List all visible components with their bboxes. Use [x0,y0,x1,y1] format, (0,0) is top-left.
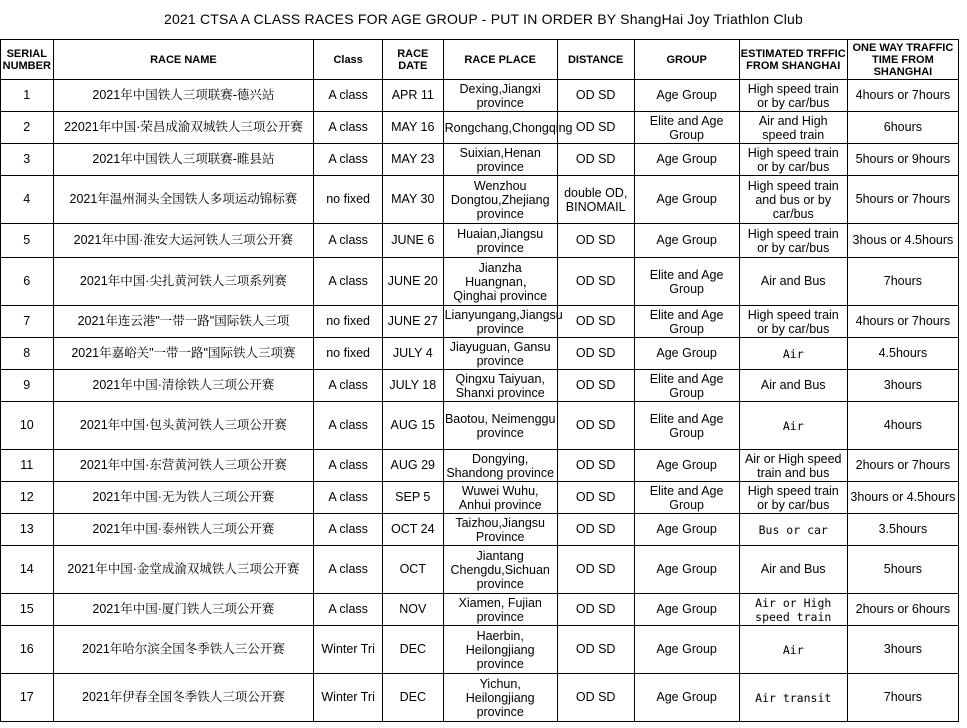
race-date: DEC [382,674,443,722]
table-row [1,144,959,176]
race-class: A class [314,514,383,546]
race-group: Age Group [634,674,739,722]
race-place: Dexing,Jiangxi province [443,80,557,112]
race-distance: OD SD [557,626,634,674]
table-row [1,338,959,370]
table-row [1,626,959,674]
race-travel-time: 3hours [847,626,958,674]
race-place: Jianzha Huangnan，Qinghai province [443,258,557,306]
header-serial-number: SERIAL NUMBER [1,40,54,80]
race-travel-time: 3hous or 4.5hours [847,224,958,258]
race-date: AUG 15 [382,402,443,450]
race-date: DEC [382,626,443,674]
race-distance: OD SD [557,482,634,514]
race-traffic: Air and Bus [739,258,847,306]
race-class: A class [314,402,383,450]
race-travel-time: 3hours or 4.5hours [847,482,958,514]
race-group: Elite and Age Group [634,370,739,402]
race-class: Winter Tri [314,626,383,674]
race-name: 2021年嘉峪关"一带一路"国际铁人三项赛 [53,338,314,370]
race-date: MAY 30 [382,176,443,224]
header-distance: DISTANCE [557,40,634,80]
race-travel-time: 2hours or 6hours [847,594,958,626]
race-place: Dongying, Shandong province [443,450,557,482]
race-traffic: Air or High speed train [739,594,847,626]
race-class: A class [314,546,383,594]
race-traffic: Air and High speed train [739,112,847,144]
race-group: Age Group [634,224,739,258]
race-group: Age Group [634,144,739,176]
race-name: 2021年中国·无为铁人三项公开赛 [53,482,314,514]
race-place: Jiantang Chengdu,Sichuan province [443,546,557,594]
serial-number: 2 [1,112,54,144]
race-group: Elite and Age Group [634,482,739,514]
race-group: Elite and Age Group [634,306,739,338]
race-name: 2021年中国·泰州铁人三项公开赛 [53,514,314,546]
serial-number: 14 [1,546,54,594]
race-travel-time: 6hours [847,112,958,144]
race-date: JUNE 6 [382,224,443,258]
serial-number: 1 [1,80,54,112]
race-distance: OD SD [557,402,634,450]
race-name: 2021年中国·清徐铁人三项公开赛 [53,370,314,402]
race-name: 22021年中国·荣昌成渝双城铁人三项公开赛 [53,112,314,144]
table-row [1,594,959,626]
header-race-date: RACE DATE [382,40,443,80]
race-travel-time: 5hours [847,546,958,594]
table-row [1,80,959,112]
race-distance: OD SD [557,370,634,402]
serial-number: 9 [1,370,54,402]
race-travel-time: 3hours [847,370,958,402]
race-date: NOV [382,594,443,626]
race-distance: OD SD [557,594,634,626]
race-distance: OD SD [557,306,634,338]
race-class: A class [314,112,383,144]
race-group: Age Group [634,514,739,546]
table-row [1,450,959,482]
race-date: JUNE 27 [382,306,443,338]
race-name: 2021年中国·尖扎黄河铁人三项系列赛 [53,258,314,306]
serial-number: 7 [1,306,54,338]
race-traffic: High speed train or by car/bus [739,482,847,514]
race-traffic: High speed train or by car/bus [739,80,847,112]
table-row [1,514,959,546]
race-date: AUG 29 [382,450,443,482]
race-name: 2021年中国·金堂成渝双城铁人三项公开赛 [53,546,314,594]
sheet-title: 2021 CTSA A CLASS RACES FOR AGE GROUP - PUT IN ORDER BY ShangHai Joy Triathlon Club [163,11,804,27]
header-race-name: RACE NAME [53,40,314,80]
race-group: Age Group [634,176,739,224]
race-name: 2021年连云港"一带一路"国际铁人三项 [53,306,314,338]
race-place: Wenzhou Dongtou,Zhejiang province [443,176,557,224]
race-distance: OD SD [557,112,634,144]
race-place: Huaian,Jiangsu province [443,224,557,258]
race-traffic: Air or High speed train and bus [739,450,847,482]
table-row [1,306,959,338]
race-travel-time: 5hours or 9hours [847,144,958,176]
serial-number: 12 [1,482,54,514]
race-date: MAY 23 [382,144,443,176]
race-traffic: Air [739,338,847,370]
race-place: Yichun, Heilongjiang province [443,674,557,722]
race-place: Xiamen, Fujian province [443,594,557,626]
race-class: A class [314,450,383,482]
race-distance: OD SD [557,674,634,722]
serial-number: 3 [1,144,54,176]
header-one-way-time: ONE WAY TRAFFIC TIME FROM SHANGHAI [847,40,958,80]
race-traffic: High speed train or by car/bus [739,306,847,338]
serial-number: 11 [1,450,54,482]
race-name: 2021年中国·东营黄河铁人三项公开赛 [53,450,314,482]
race-place: Baotou, Neimenggu province [443,402,557,450]
race-place: Taizhou,Jiangsu Province [443,514,557,546]
race-traffic: Bus or car [739,514,847,546]
race-travel-time: 2hours or 7hours [847,450,958,482]
race-name: 2021年中国·淮安大运河铁人三项公开赛 [53,224,314,258]
race-class: A class [314,258,383,306]
race-travel-time: 7hours [847,674,958,722]
race-travel-time: 7hours [847,258,958,306]
race-name: 2021年温州洞头全国铁人多项运动锦标赛 [53,176,314,224]
race-group: Age Group [634,80,739,112]
table-row [1,176,959,224]
race-place: Suixian,Henan province [443,144,557,176]
race-date: JUNE 20 [382,258,443,306]
table-row [1,482,959,514]
race-class: A class [314,594,383,626]
table-row [1,112,959,144]
race-class: no fixed [314,338,383,370]
serial-number: 10 [1,402,54,450]
race-traffic: High speed train and bus or by car/bus [739,176,847,224]
serial-number: 16 [1,626,54,674]
race-traffic: Air [739,626,847,674]
race-class: A class [314,482,383,514]
race-class: no fixed [314,306,383,338]
race-group: Elite and Age Group [634,402,739,450]
race-class: A class [314,224,383,258]
race-group: Age Group [634,450,739,482]
race-travel-time: 4hours [847,402,958,450]
race-date: SEP 5 [382,482,443,514]
header-race-place: RACE PLACE [443,40,557,80]
serial-number: 17 [1,674,54,722]
race-place: Lianyungang,Jiangsu province [444,307,563,336]
race-name: 2021年中国·包头黄河铁人三项公开赛 [53,402,314,450]
race-date: APR 11 [382,80,443,112]
race-traffic: Air and Bus [739,370,847,402]
race-travel-time: 4.5hours [847,338,958,370]
serial-number: 8 [1,338,54,370]
race-distance: double OD, BINOMAIL [557,176,634,224]
race-place: Qingxu Taiyuan, Shanxi province [443,370,557,402]
race-travel-time: 3.5hours [847,514,958,546]
race-class: A class [314,144,383,176]
race-distance: OD SD [557,450,634,482]
serial-number: 13 [1,514,54,546]
serial-number: 4 [1,176,54,224]
race-traffic: Air transit [739,674,847,722]
race-class: A class [314,370,383,402]
race-traffic: High speed train or by car/bus [739,224,847,258]
race-group: Age Group [634,546,739,594]
header-group: GROUP [634,40,739,80]
race-place: Haerbin, Heilongjiang province [443,626,557,674]
serial-number: 15 [1,594,54,626]
race-class: no fixed [314,176,383,224]
race-distance: OD SD [557,546,634,594]
race-group: Age Group [634,626,739,674]
race-traffic: Air [739,402,847,450]
races-table [0,39,959,722]
race-date: JULY 4 [382,338,443,370]
table-row [1,370,959,402]
race-group: Elite and Age Group [634,258,739,306]
race-name: 2021年中国·厦门铁人三项公开赛 [53,594,314,626]
race-place: Wuwei Wuhu, Anhui province [443,482,557,514]
race-group: Age Group [634,594,739,626]
serial-number: 5 [1,224,54,258]
race-distance: OD SD [557,338,634,370]
race-traffic: Air and Bus [739,546,847,594]
race-date: JULY 18 [382,370,443,402]
race-distance: OD SD [557,514,634,546]
table-row [1,546,959,594]
race-travel-time: 5hours or 7hours [847,176,958,224]
race-name: 2021年哈尔滨全国冬季铁人三公开赛 [53,626,314,674]
race-place: Rongchang,Chongqing [443,112,557,144]
header-class: Class [314,40,383,80]
table-row [1,402,959,450]
header-estimated-traffic: ESTIMATED TRFFIC FROM SHANGHAI [739,40,847,80]
header-row [1,40,959,80]
race-date: OCT 24 [382,514,443,546]
race-class: A class [314,80,383,112]
table-row [1,258,959,306]
race-distance: OD SD [557,80,634,112]
race-class: Winter Tri [314,674,383,722]
race-traffic: High speed train or by car/bus [739,144,847,176]
race-group: Elite and Age Group [634,112,739,144]
race-place: Jiayuguan, Gansu province [443,338,557,370]
table-row [1,224,959,258]
serial-number: 6 [1,258,54,306]
race-travel-time: 4hours or 7hours [847,306,958,338]
race-name: 2021年伊春全国冬季铁人三项公开赛 [53,674,314,722]
table-row [1,674,959,722]
race-name: 2021年中国铁人三项联赛-德兴站 [53,80,314,112]
race-distance: OD SD [557,224,634,258]
race-travel-time: 4hours or 7hours [847,80,958,112]
race-distance: OD SD [557,258,634,306]
race-date: OCT [382,546,443,594]
race-name: 2021年中国铁人三项联赛-睢县站 [53,144,314,176]
race-date: MAY 16 [382,112,443,144]
race-group: Age Group [634,338,739,370]
race-distance: OD SD [557,144,634,176]
